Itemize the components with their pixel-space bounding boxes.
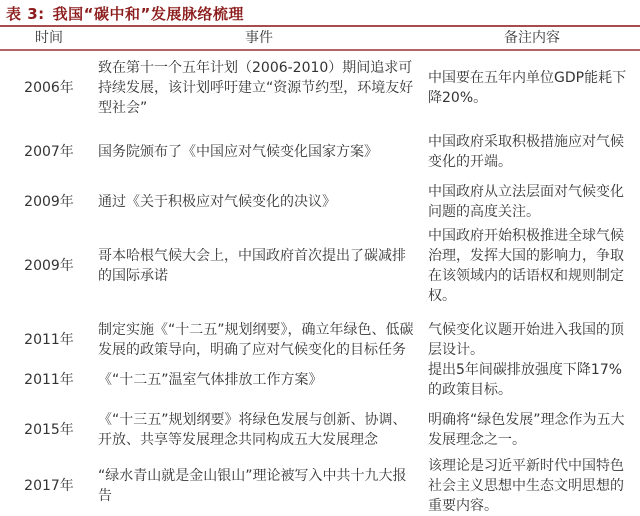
- table-row: [0, 456, 640, 516]
- header-rule: [0, 49, 640, 51]
- table-row: [0, 56, 640, 120]
- cell-time: 2009年: [24, 194, 74, 210]
- cell-event: 通过《关于积极应对气候变化的决议》: [98, 194, 336, 210]
- table-row: [0, 358, 640, 402]
- cell-note: 中国政府开始积极推进全球气候治理，发挥大国的影响力，争取在该领域内的话语权和规则制定权。: [428, 228, 624, 304]
- header-event: 事件: [245, 30, 273, 46]
- cell-event: 《“十二五”温室气体排放工作方案》: [98, 372, 323, 388]
- cell-time: 2009年: [24, 258, 74, 274]
- cell-event: “绿水青山就是金山银山”理论被写入中共十九大报告: [98, 468, 407, 504]
- cell-event: 制定实施《“十二五”规划纲要》，确立年绿色、低碳发展的政策导向，明确了应对气候变化的目标任务: [98, 322, 414, 358]
- cell-note: 明确将“绿色发展”理念作为五大发展理念之一。: [428, 412, 625, 448]
- cell-event: 《“十三五”规划纲要》将绿色发展与创新、协调、开放、共享等发展理念共同构成五大发展理念: [98, 412, 407, 448]
- cell-note: 中国要在五年内单位GDP能耗下降20%。: [428, 70, 627, 106]
- cell-event: 哥本哈根气候大会上，中国政府首次提出了碳减排的国际承诺: [98, 248, 406, 284]
- cell-event: 国务院颁布了《中国应对气候变化国家方案》: [98, 144, 378, 160]
- header-time: 时间: [35, 30, 63, 46]
- header-note: 备注内容: [504, 30, 560, 46]
- table-number: 表 3:: [6, 5, 45, 23]
- cell-time: 2007年: [24, 144, 74, 160]
- table-title: [6, 3, 244, 25]
- cell-note: 该理论是习近平新时代中国特色社会主义思想中生态文明思想的重要内容。: [428, 458, 624, 514]
- cell-time: 2006年: [24, 80, 74, 96]
- cell-event: 致在第十一个五年计划（2006-2010）期间追求可持续发展，该计划呼吁建立“资源节约型，环境友好型社会”: [98, 60, 414, 116]
- cell-note: 中国政府采取积极措施应对气候变化的开端。: [428, 134, 624, 170]
- table-caption: 我国“碳中和”发展脉络梳理: [52, 5, 244, 23]
- table-row: [0, 398, 640, 462]
- cell-time: 2011年: [24, 372, 74, 388]
- cell-time: 2011年: [24, 332, 74, 348]
- table-row: [0, 180, 640, 224]
- table-row: [0, 130, 640, 174]
- table-row: [0, 224, 640, 308]
- cell-note: 气候变化议题开始进入我国的顶层设计。: [428, 322, 624, 358]
- cell-note: 提出5年间碳排放强度下降17%的政策目标。: [428, 362, 623, 398]
- cell-note: 中国政府从立法层面对气候变化问题的高度关注。: [428, 184, 624, 220]
- cell-time: 2015年: [24, 422, 74, 438]
- cell-time: 2017年: [24, 478, 74, 494]
